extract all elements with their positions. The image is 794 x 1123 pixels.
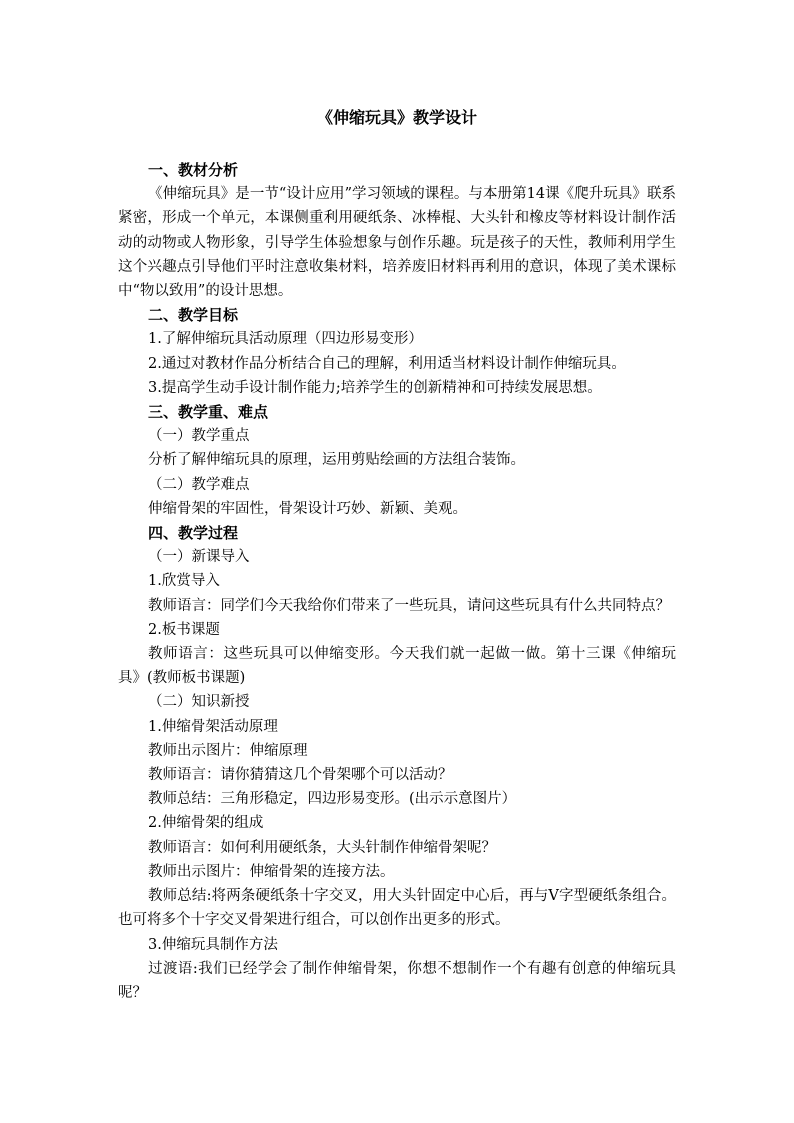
subheading-introduction: （一）新课导入 bbox=[148, 549, 250, 566]
subheading-new-knowledge: （二）知识新授 bbox=[148, 694, 250, 711]
section-heading-materials: 一、教材分析 bbox=[148, 161, 239, 179]
process-line: 教师出示图片：伸缩骨架的连接方法。 bbox=[148, 863, 395, 880]
process-line: 教师语言：请你猜猜这几个骨架哪个可以活动？ bbox=[148, 767, 453, 784]
goal-item: 2.通过对教材作品分析结合自己的理解，利用适当材料设计制作伸缩玩具。 bbox=[148, 355, 626, 372]
document-title: 《伸缩玩具》教学设计 bbox=[316, 108, 477, 127]
process-line: 2.板书课题 bbox=[148, 621, 220, 638]
materials-paragraph: 《伸缩玩具》是一节“设计应用”学习领域的课程。与本册第14课《爬升玩具》联系紧密，形成一个单元，本课侧重利用硬纸条、冰棒棍、大头针和橡皮等材料设计制作活动的动物或人物形象，引导学生体验想象与创作乐趣。玩是孩子的天性，教师利用学生这个兴趣点引导他们平时注意收集材料，培养废旧材料再利用的意识，体现了美术课标中“物以致用”的设计思想。 bbox=[118, 186, 676, 300]
process-line: 2.伸缩骨架的组成 bbox=[148, 815, 264, 832]
process-line: 教师出示图片：伸缩原理 bbox=[148, 742, 308, 759]
section-heading-key-points: 三、教学重、难点 bbox=[148, 403, 269, 422]
process-line: 1.伸缩骨架活动原理 bbox=[148, 718, 278, 735]
process-line: 教师总结：三角形稳定，四边形易变形。(出示示意图片） bbox=[148, 791, 517, 808]
goal-item: 1.了解伸缩玩具活动原理（四边形易变形） bbox=[148, 331, 423, 348]
subheading-difficulty: （二）教学难点 bbox=[148, 476, 250, 493]
goal-item: 3.提高学生动手设计制作能力;培养学生的创新精神和可持续发展思想。 bbox=[148, 379, 602, 396]
key-point-text: 分析了解伸缩玩具的原理，运用剪贴绘画的方法组合装饰。 bbox=[148, 452, 525, 469]
process-line: 教师语言：如何利用硬纸条，大头针制作伸缩骨架呢？ bbox=[148, 839, 496, 856]
subheading-key-point: （一）教学重点 bbox=[148, 428, 250, 445]
process-line: 教师总结:将两条硬纸条十字交叉，用大头针固定中心后，再与V字型硬纸条组合。也可将多个十字交叉骨架进行组合，可以创作出更多的形式。 bbox=[118, 888, 676, 929]
process-line: 教师语言：这些玩具可以伸缩变形。今天我们就一起做一做。第十三课《伸缩玩具》(教师板书课题) bbox=[118, 646, 676, 687]
section-heading-goals: 二、教学目标 bbox=[148, 306, 239, 325]
process-line: 1.欣赏导入 bbox=[148, 573, 220, 590]
process-line: 教师语言：同学们今天我给你们带来了一些玩具，请问这些玩具有什么共同特点？ bbox=[148, 597, 670, 614]
section-heading-process: 四、教学过程 bbox=[148, 524, 239, 543]
document-body bbox=[118, 158, 676, 1005]
process-line: 3.伸缩玩具制作方法 bbox=[148, 936, 278, 953]
difficulty-text: 伸缩骨架的牢固性，骨架设计巧妙、新颖、美观。 bbox=[148, 500, 467, 517]
process-line: 过渡语:我们已经学会了制作伸缩骨架，你想不想制作一个有趣有创意的伸缩玩具呢？ bbox=[118, 960, 676, 1001]
